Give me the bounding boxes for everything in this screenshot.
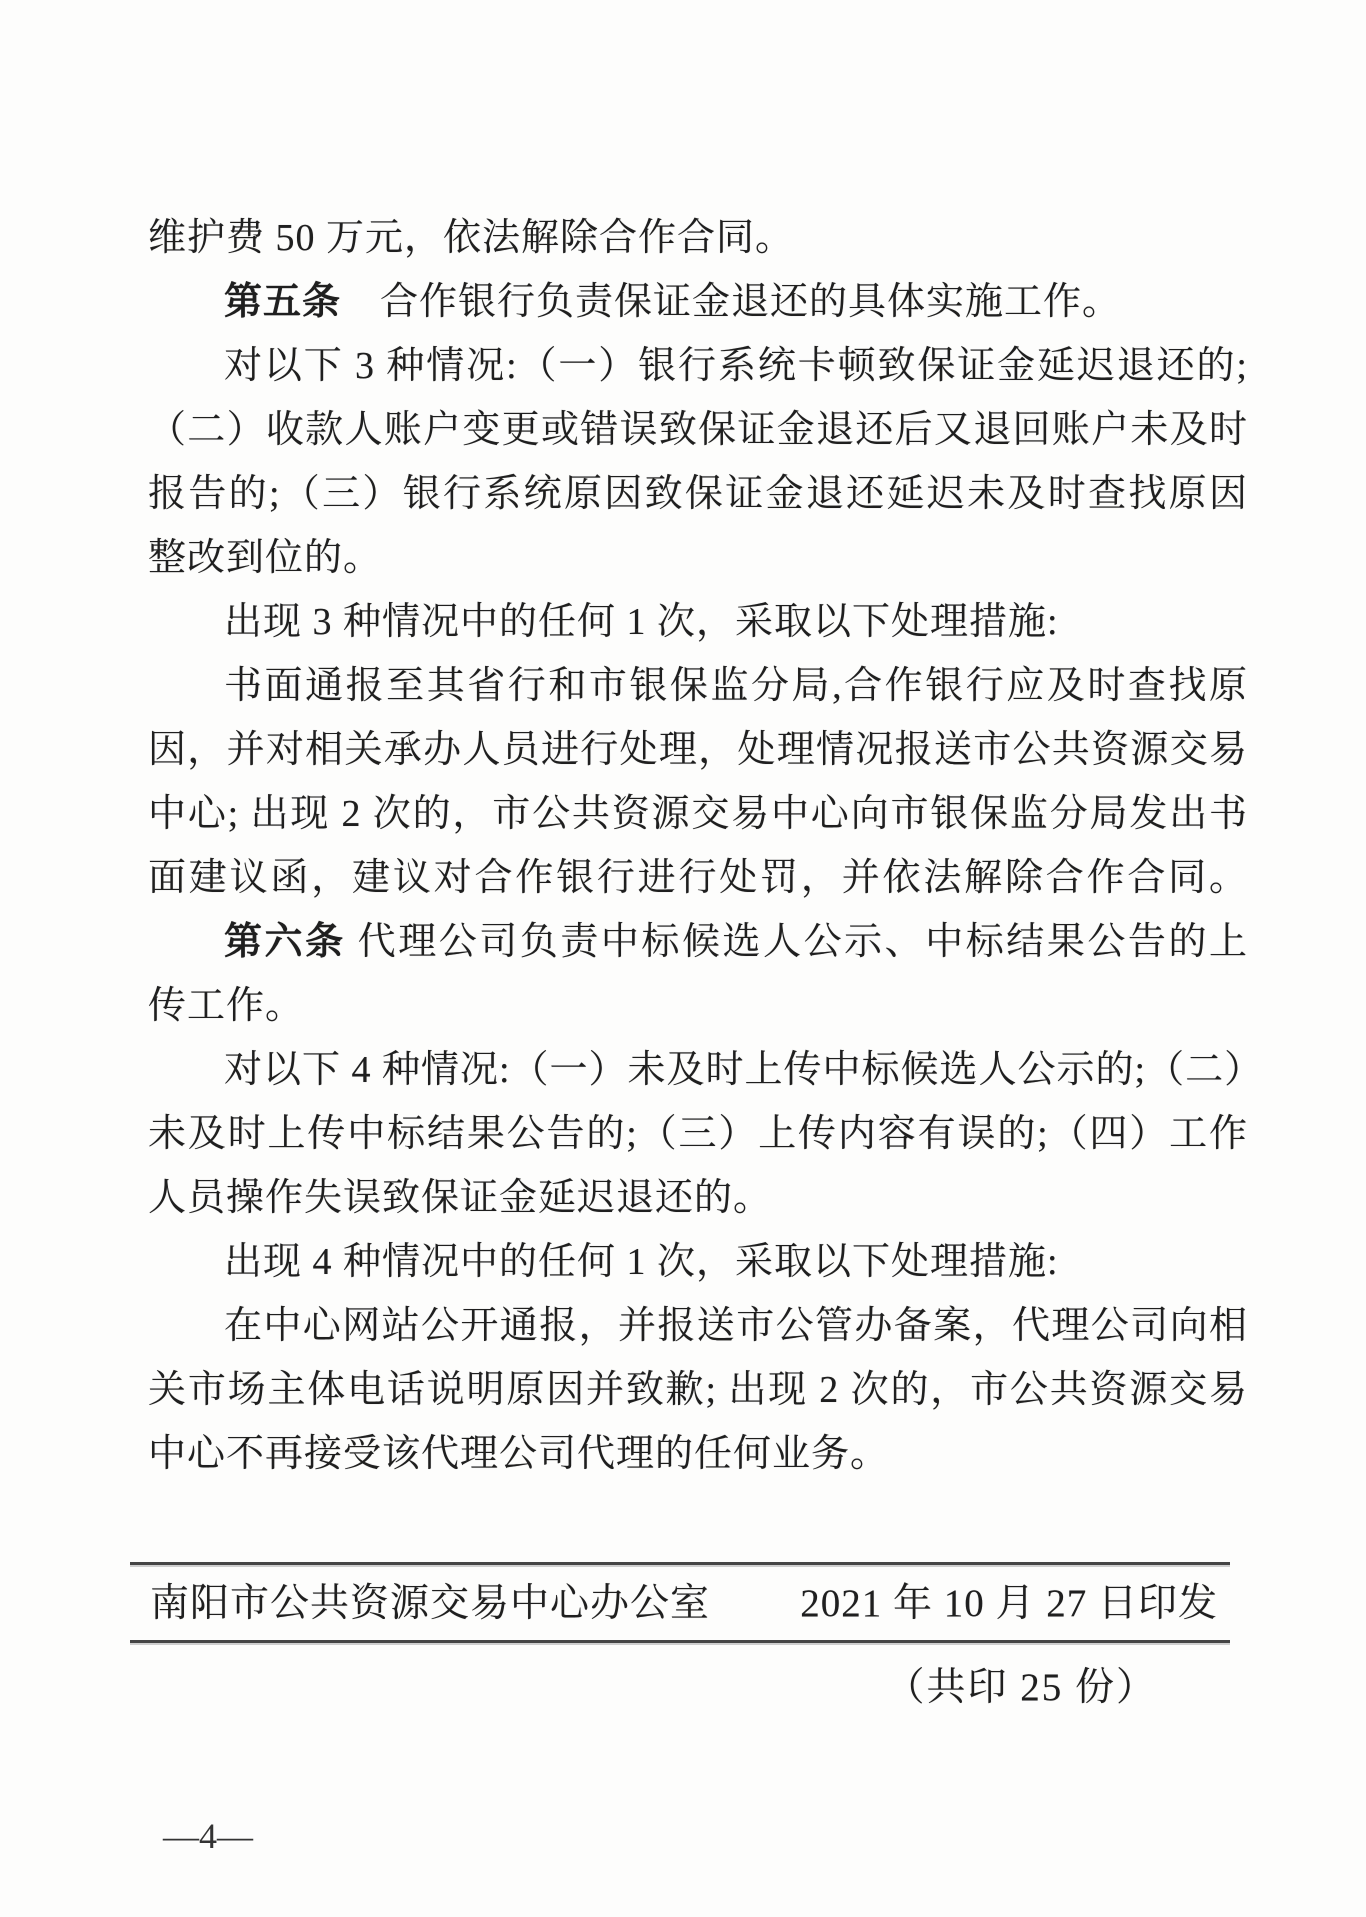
- text-segment: 在中心网站公开通报，并报送市公管办备案，代理公司向相: [224, 1305, 1248, 1347]
- text-line: [148, 1102, 1248, 1166]
- clause-heading: 第五条: [224, 281, 342, 323]
- text-segment: （二）收款人账户变更或错误致保证金退还后又退回账户未及时: [148, 409, 1248, 451]
- text-line: [148, 718, 1248, 782]
- text-line: [148, 654, 1248, 718]
- text-segment: 人员操作失误致保证金延迟退还的。: [148, 1177, 773, 1219]
- text-line: [148, 334, 1248, 398]
- text-segment: 中心; 出现 2 次的，市公共资源交易中心向市银保监分局发出书: [148, 793, 1248, 835]
- text-segment: 中心不再接受该代理公司代理的任何业务。: [148, 1433, 890, 1475]
- text-segment: 整改到位的。: [148, 537, 383, 579]
- text-segment: 因，并对相关承办人员进行处理，处理情况报送市公共资源交易: [148, 729, 1248, 771]
- text-segment: 对以下 4 种情况:（一）未及时上传中标候选人公示的;（二）: [224, 1049, 1264, 1091]
- text-line: [148, 1038, 1264, 1102]
- text-line: [148, 462, 1248, 526]
- footer-bottom-rule: [130, 1640, 1230, 1643]
- text-segment: 关市场主体电话说明原因并致歉; 出现 2 次的，市公共资源交易: [148, 1369, 1248, 1411]
- text-line: [148, 910, 1248, 974]
- text-segment: 对以下 3 种情况:（一）银行系统卡顿致保证金延迟退还的;: [224, 345, 1248, 387]
- text-line: [148, 974, 1248, 1038]
- text-segment: 出现 3 种情况中的任何 1 次，采取以下处理措施:: [224, 601, 1059, 643]
- footer-top-rule: [130, 1562, 1230, 1565]
- text-segment: 合作银行负责保证金退还的具体实施工作。: [341, 281, 1122, 323]
- text-line: [148, 206, 1248, 270]
- text-segment: 书面通报至其省行和市银保监分局,合作银行应及时查找原: [224, 665, 1248, 707]
- text-line: [148, 526, 1248, 590]
- text-line: [148, 270, 1248, 334]
- text-segment: 代理公司负责中标候选人公示、中标结果公告的上: [345, 921, 1248, 963]
- text-segment: 报告的;（三）银行系统原因致保证金退还延迟未及时查找原因: [148, 473, 1248, 515]
- text-line: [148, 1230, 1248, 1294]
- text-segment: 面建议函，建议对合作银行进行处罚，并依法解除合作合同。: [148, 857, 1248, 899]
- clause-heading: 第六条: [224, 921, 346, 963]
- text-line: [148, 1166, 1248, 1230]
- footer-imprint-row: [150, 1574, 1218, 1634]
- text-segment: 传工作。: [148, 985, 305, 1027]
- text-line: [148, 398, 1248, 462]
- page-number: —4—: [163, 1816, 253, 1856]
- text-line: [148, 1358, 1248, 1422]
- issuing-office-label: 南阳市公共资源交易中心办公室: [150, 1582, 711, 1625]
- text-line: [148, 1294, 1248, 1358]
- document-body: [148, 206, 1264, 1486]
- text-segment: 维护费 50 万元，依法解除合作合同。: [148, 217, 795, 259]
- text-line: [148, 590, 1248, 654]
- text-segment: 出现 4 种情况中的任何 1 次，采取以下处理措施:: [224, 1241, 1059, 1283]
- text-line: [148, 782, 1248, 846]
- print-date-label: 2021 年 10 月 27 日印发: [800, 1582, 1218, 1625]
- text-segment: 未及时上传中标结果公告的;（三）上传内容有误的;（四）工作: [148, 1113, 1248, 1155]
- text-line: [148, 1422, 1248, 1486]
- print-count-note: （共印 25 份）: [885, 1666, 1157, 1709]
- text-line: [148, 846, 1248, 910]
